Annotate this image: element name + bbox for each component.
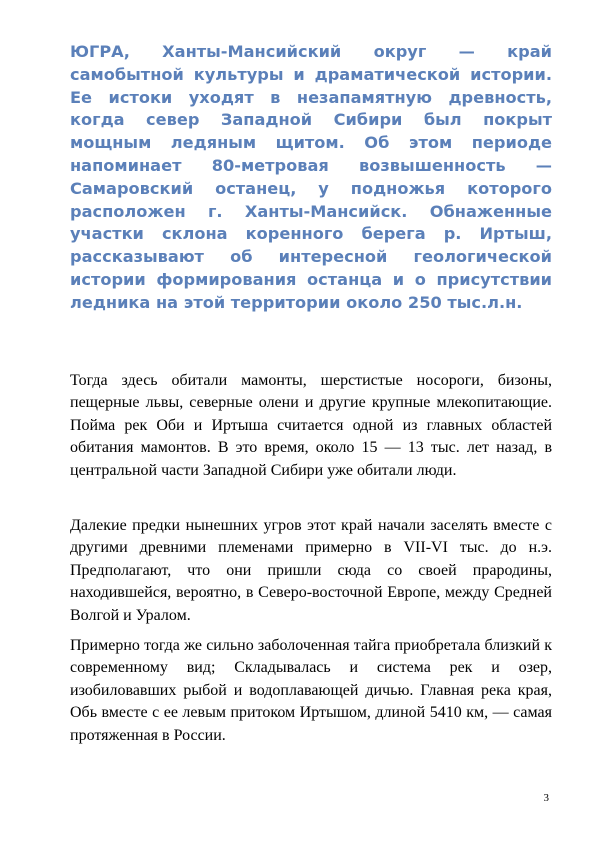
body-paragraph-ugrian-ancestors: Далекие предки нынешних угров этот край начали заселять вместе с другими древними племенами примерно в VII-VI тыс. до н.э. Предполагают, что они пришли сюда со своей прародины, находившейся, вероятно, в Северо-восточной Европе, между Средней Волгой и Уралом. [70, 517, 552, 624]
page-number: 3 [543, 792, 549, 804]
body-paragraph-taiga-rivers: Примерно тогда же сильно заболоченная тайга приобретала близкий к современному вид; Складывалась и система рек и озер, изобиловавших рыбой и водоплавающей дичью. Главная река края, Обь вместе с ее левым притоком Иртышом, длиной 5410 км, — самая протяженная в России. [70, 637, 552, 744]
body-paragraph-mammoths: Тогда здесь обитали мамонты, шерстистые носороги, бизоны, пещерные львы, северные олени и другие крупные млекопитающие. Пойма рек Оби и Иртыша считается одной из главных областей обитания мамонтов. В это время, около 15 — 13 тыс. лет назад, в центральной части Западной Сибири уже обитали люди. [70, 372, 552, 479]
intro-paragraph: ЮГРА, Ханты-Мансийский округ — край самобытной культуры и драматической истории. Ее истоки уходят в незапамятную древность, когда север Западной Сибири был покрыт мощным ледяным щитом. Об этом периоде напоминает 80-метровая возвышенность — Самаровский останец, у подножья которого расположен г. Ханты-Мансийск. Обнаженные участки склона коренного берега р. Иртыш, рассказывают об интересной геологической истории формирования останца и о присутствии ледника на этой территории около 250 тыс.л.н. [70, 42, 552, 312]
